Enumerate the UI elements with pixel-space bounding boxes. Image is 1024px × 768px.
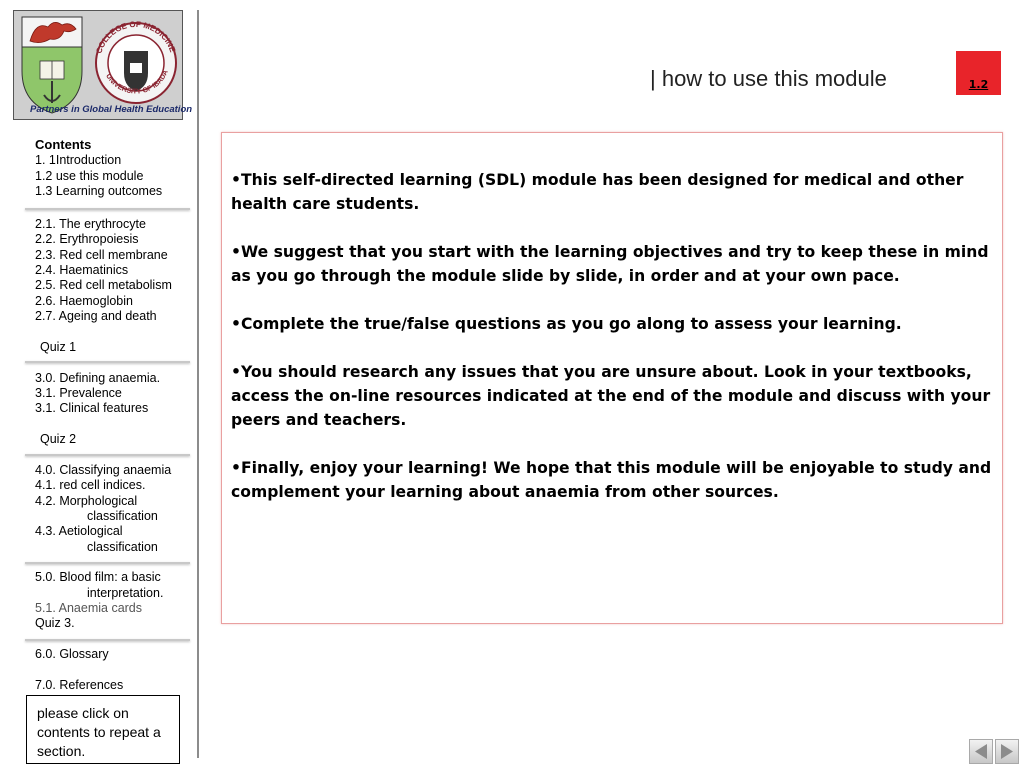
sidebar-separator <box>25 454 190 456</box>
sidebar-item-blood-film[interactable]: 5.0. Blood film: a basic <box>35 570 161 584</box>
bullet-enjoy-learning: •Finally, enjoy your learning! We hope that this module will be enjoyable to study and complement your learning about anaemia from other sources. <box>231 459 992 501</box>
sidebar-item-references[interactable]: 7.0. References <box>35 678 124 692</box>
sidebar-item-learning-outcomes[interactable]: 1.3 Learning outcomes <box>35 184 163 198</box>
college-crest-logo <box>14 11 182 119</box>
sidebar-separator <box>25 639 190 641</box>
sidebar-separator <box>25 208 190 210</box>
sidebar-item-aetiological[interactable]: 4.3. Aetiological <box>35 524 123 538</box>
sidebar-item-blood-film-cont[interactable]: interpretation. <box>87 586 164 600</box>
sidebar-item-morphological[interactable]: 4.2. Morphological <box>35 494 138 508</box>
contents-title[interactable]: Contents <box>35 137 92 152</box>
sidebar-item-introduction[interactable]: 1. 1Introduction <box>35 153 122 167</box>
sidebar-item-red-cell-indices[interactable]: 4.1. red cell indices. <box>35 478 146 492</box>
page-title: | how to use this module <box>650 66 887 91</box>
sidebar-item-glossary[interactable]: 6.0. Glossary <box>35 647 109 661</box>
help-note: please click on contents to repeat a section. <box>26 695 180 764</box>
sidebar-item-haemoglobin[interactable]: 2.6. Haemoglobin <box>35 294 133 308</box>
sidebar-item-classifying-anaemia[interactable]: 4.0. Classifying anaemia <box>35 463 172 477</box>
triangle-right-icon <box>996 740 1018 763</box>
svg-text:UNIVERSITY OF IBADAN: UNIVERSITY OF IBADA <box>104 69 170 96</box>
sidebar-item-anaemia-cards[interactable]: 5.1. Anaemia cards <box>35 601 143 615</box>
sidebar-item-erythropoiesis[interactable]: 2.2. Erythropoiesis <box>35 232 139 246</box>
sidebar-item-use-this-module[interactable]: 1.2 use this module <box>35 169 144 183</box>
logo-tagline: Partners in Global Health Education <box>30 104 193 115</box>
sidebar-item-clinical-features[interactable]: 3.1. Clinical features <box>35 401 149 415</box>
page-number-badge <box>956 51 1001 95</box>
content-text <box>231 168 993 528</box>
bullet-learning-objectives: •We suggest that you start with the learning objectives and try to keep these in mind as you go through the module slide by slide, in order and at your own pace. <box>231 243 989 285</box>
sidebar-item-ageing-and-death[interactable]: 2.7. Ageing and death <box>35 309 157 323</box>
svg-text:COLLEGE OF MEDICINE: COLLEGE OF MEDICINE <box>94 19 178 55</box>
sidebar-item-quiz-2[interactable]: Quiz 2 <box>40 432 77 446</box>
sidebar-item-defining-anaemia[interactable]: 3.0. Defining anaemia. <box>35 371 161 385</box>
sidebar-item-morphological-cont[interactable]: classification <box>87 509 158 523</box>
sidebar-item-haematinics[interactable]: 2.4. Haematinics <box>35 263 129 277</box>
sidebar-item-aetiological-cont[interactable]: classification <box>87 540 158 554</box>
bullet-sdl-module: •This self-directed learning (SDL) module has been designed for medical and other health care students. <box>231 171 964 213</box>
sidebar-item-red-cell-membrane[interactable]: 2.3. Red cell membrane <box>35 248 168 262</box>
sidebar-item-quiz-1[interactable]: Quiz 1 <box>40 340 77 354</box>
sidebar-separator <box>25 361 190 363</box>
bullet-true-false-questions: •Complete the true/false questions as you go along to assess your learning. <box>231 315 902 333</box>
sidebar-separator <box>25 562 190 564</box>
sidebar-item-prevalence[interactable]: 3.1. Prevalence <box>35 386 122 400</box>
sidebar-item-erythrocyte[interactable]: 2.1. The erythrocyte <box>35 217 146 231</box>
triangle-left-icon <box>970 740 992 763</box>
page-number: 1.2 <box>968 78 989 91</box>
sidebar-item-quiz-3[interactable]: Quiz 3. <box>35 616 75 630</box>
sidebar-divider <box>197 10 199 758</box>
previous-slide-button[interactable] <box>969 739 993 764</box>
slide-navigation <box>969 739 1020 765</box>
bullet-research-issues: •You should research any issues that you are unsure about. Look in your textbooks, access the on-line resources indicated at the end of the module and discuss with your peers and teachers. <box>231 363 991 429</box>
next-slide-button[interactable] <box>995 739 1019 764</box>
sidebar-item-red-cell-metabolism[interactable]: 2.5. Red cell metabolism <box>35 278 172 292</box>
